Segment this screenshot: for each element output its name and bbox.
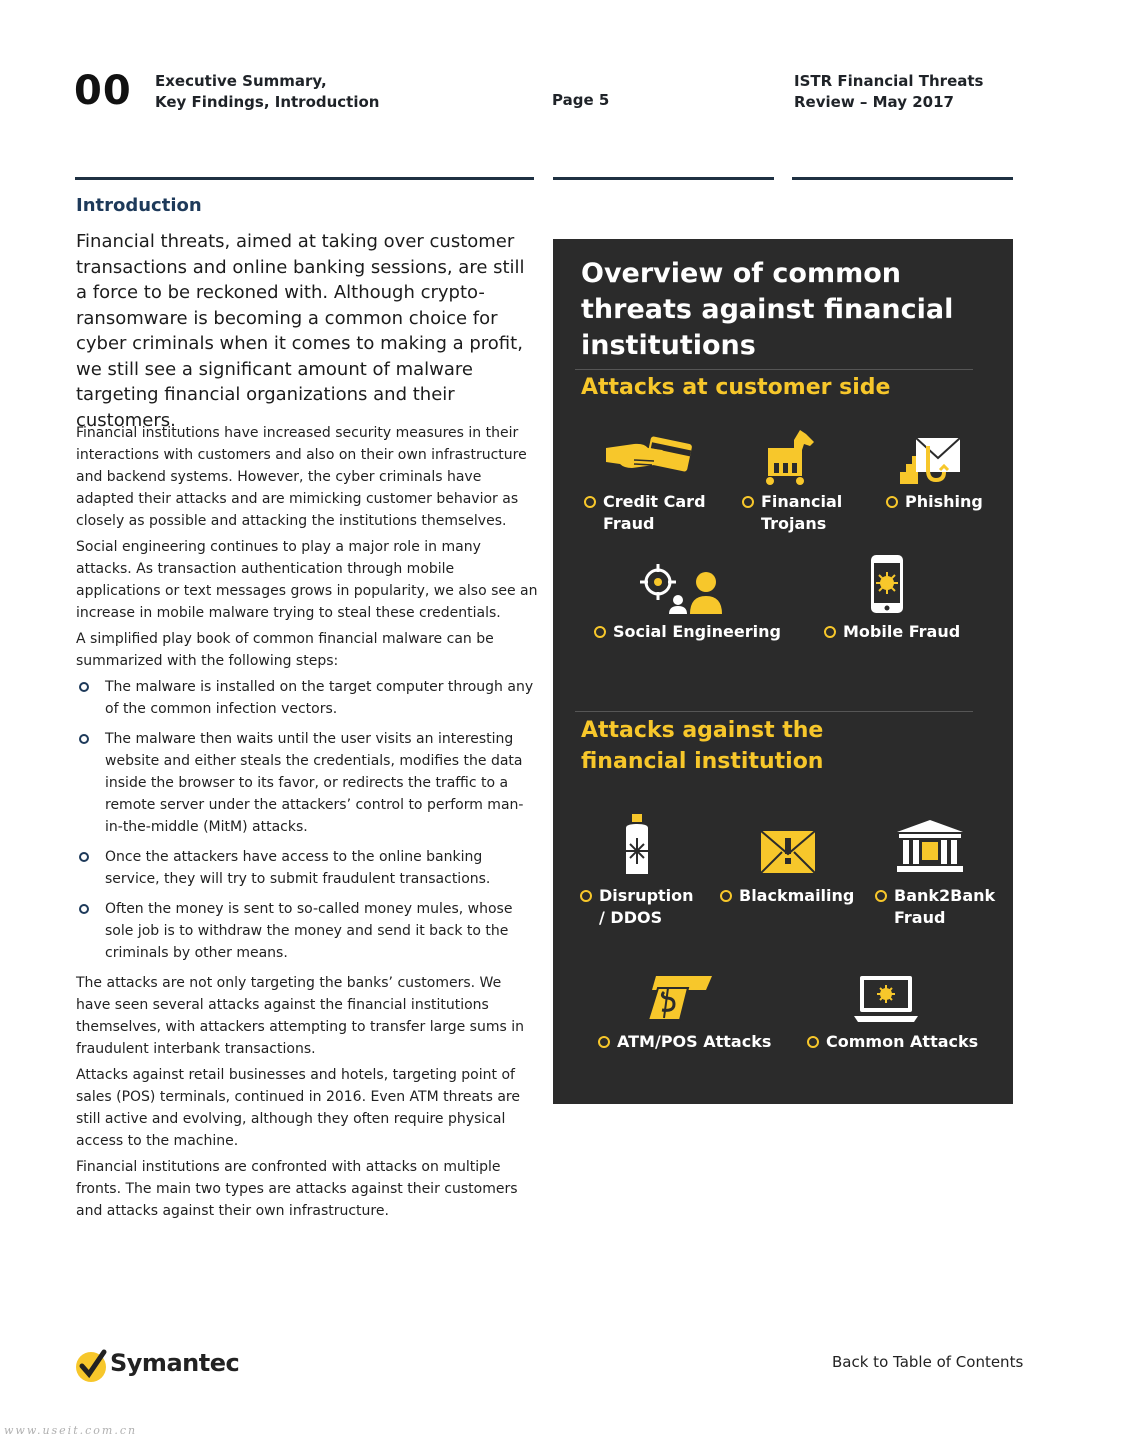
ring-bullet-icon xyxy=(584,496,596,508)
bullet-ring-icon xyxy=(79,734,89,744)
header-rule-right xyxy=(792,177,1013,180)
ring-bullet-icon xyxy=(807,1036,819,1048)
paragraph: The attacks are not only targeting the banks’ customers. We have seen several attacks against the financial institutions themselves, with attackers attempting to transfer large sums in fraudulent interbank transactions. xyxy=(76,975,524,1057)
list-item-text: Often the money is sent to so-called money mules, whose sole job is to withdraw the money and send it back to the criminals by other means. xyxy=(105,901,513,961)
ring-bullet-icon xyxy=(720,890,732,902)
laptop-icon xyxy=(852,974,920,1024)
section-title-line2: Key Findings, Introduction xyxy=(155,93,380,111)
threat-label-atm-pos-attacks: ATM/POS Attacks xyxy=(598,1031,771,1053)
report-title-line1: ISTR Financial Threats xyxy=(794,72,984,90)
back-to-toc-link[interactable]: Back to Table of Contents xyxy=(832,1353,1024,1371)
threat-label-disruption-ddos: Disruption / DDOS xyxy=(580,885,694,929)
lead-paragraph: Financial threats, aimed at taking over customer transactions and online banking sessions, are still a force to be reckoned with. Although crypto-ransomware is becoming a common choice for cyber criminals when it comes to making a profit, we still see a significant amount of malware targeting financial organizations and their customers. xyxy=(76,231,525,431)
ring-bullet-icon xyxy=(886,496,898,508)
header-rule-middle xyxy=(553,177,774,180)
ring-bullet-icon xyxy=(598,1036,610,1048)
report-title xyxy=(794,71,983,113)
bullet-ring-icon xyxy=(79,682,89,692)
atm-card-icon xyxy=(644,974,714,1024)
bank-icon xyxy=(895,818,965,874)
section-title-line1: Executive Summary, xyxy=(155,72,327,90)
symantec-logo-icon xyxy=(74,1346,110,1384)
section-title xyxy=(155,71,379,113)
list-item xyxy=(76,676,538,720)
body-text xyxy=(76,422,538,1226)
threat-label-credit-card-fraud: Credit Card Fraud xyxy=(584,491,706,535)
paragraph: Financial institutions have increased security measures in their interactions with customers and also on their own infrastructure and backend systems. However, the cyber criminals have adapted their attacks and are mimicking customer behavior as closely as possible and attacking the institutions themselves. xyxy=(76,425,527,529)
paragraph: A simplified play book of common financial malware can be summarized with the following steps: xyxy=(76,631,494,669)
list-item xyxy=(76,728,538,838)
ring-bullet-icon xyxy=(875,890,887,902)
panel-title: Overview of common threats against financial institutions xyxy=(581,258,954,361)
list-item xyxy=(76,846,538,890)
threat-label-social-engineering: Social Engineering xyxy=(594,621,781,643)
list-item-text: Once the attackers have access to the online banking service, they will try to submit fraudulent transactions. xyxy=(105,849,491,887)
threat-label-bank2bank-fraud: Bank2Bank Fraud xyxy=(875,885,995,929)
threat-label-common-attacks: Common Attacks xyxy=(807,1031,978,1053)
steps-list xyxy=(76,676,538,964)
customer-side-heading: Attacks at customer side xyxy=(581,375,891,400)
panel-divider xyxy=(575,369,973,370)
bullet-ring-icon xyxy=(79,904,89,914)
target-person-icon xyxy=(638,562,726,616)
page-label: Page 5 xyxy=(552,91,610,109)
trojan-horse-icon xyxy=(758,426,816,486)
section-number: 00 xyxy=(74,68,132,114)
paragraph: Attacks against retail businesses and hotels, targeting point of sales (POS) terminals, continued in 2016. Even ATM threats are still active and evolving, although they often require physical access to the machine. xyxy=(76,1067,520,1149)
ring-bullet-icon xyxy=(824,626,836,638)
watermark: www.useit.com.cn xyxy=(4,1424,138,1437)
warning-envelope-icon xyxy=(760,830,816,874)
institution-side-heading: Attacks against the financial institution xyxy=(581,718,824,774)
ring-bullet-icon xyxy=(594,626,606,638)
paragraph: Financial institutions are confronted with attacks on multiple fronts. The main two types are attacks against their customers and attacks against their own infrastructure. xyxy=(76,1159,518,1219)
credit-card-hand-icon xyxy=(604,434,694,484)
list-item-text: The malware is installed on the target computer through any of the common infection vectors. xyxy=(105,679,534,717)
ring-bullet-icon xyxy=(742,496,754,508)
mobile-phone-icon xyxy=(870,554,904,614)
bullet-ring-icon xyxy=(79,852,89,862)
threat-label-blackmailing: Blackmailing xyxy=(720,885,854,907)
list-item-text: The malware then waits until the user visits an interesting website and either steals the credentials, modifies the data inside the browser to its favor, or redirects the traffic to a remote server under the attackers’ control to perform man-in-the-middle (MitM) attacks. xyxy=(105,731,524,835)
intro-heading: Introduction xyxy=(76,195,202,216)
ring-bullet-icon xyxy=(580,890,592,902)
report-title-line2: Review – May 2017 xyxy=(794,93,954,111)
panel-divider xyxy=(575,711,973,712)
phishing-hook-icon xyxy=(898,434,964,486)
threat-label-financial-trojans: Financial Trojans xyxy=(742,491,842,535)
spray-can-icon xyxy=(622,814,652,876)
header-rule-left xyxy=(75,177,534,180)
logo-text: Symantec xyxy=(110,1349,240,1377)
threat-label-phishing: Phishing xyxy=(886,491,983,513)
list-item xyxy=(76,898,538,964)
paragraph: Social engineering continues to play a major role in many attacks. As transaction authentication through mobile applications or text messages grows in popularity, we also see an increase in mobile malware trying to steal these credentials. xyxy=(76,539,538,621)
threat-label-mobile-fraud: Mobile Fraud xyxy=(824,621,960,643)
